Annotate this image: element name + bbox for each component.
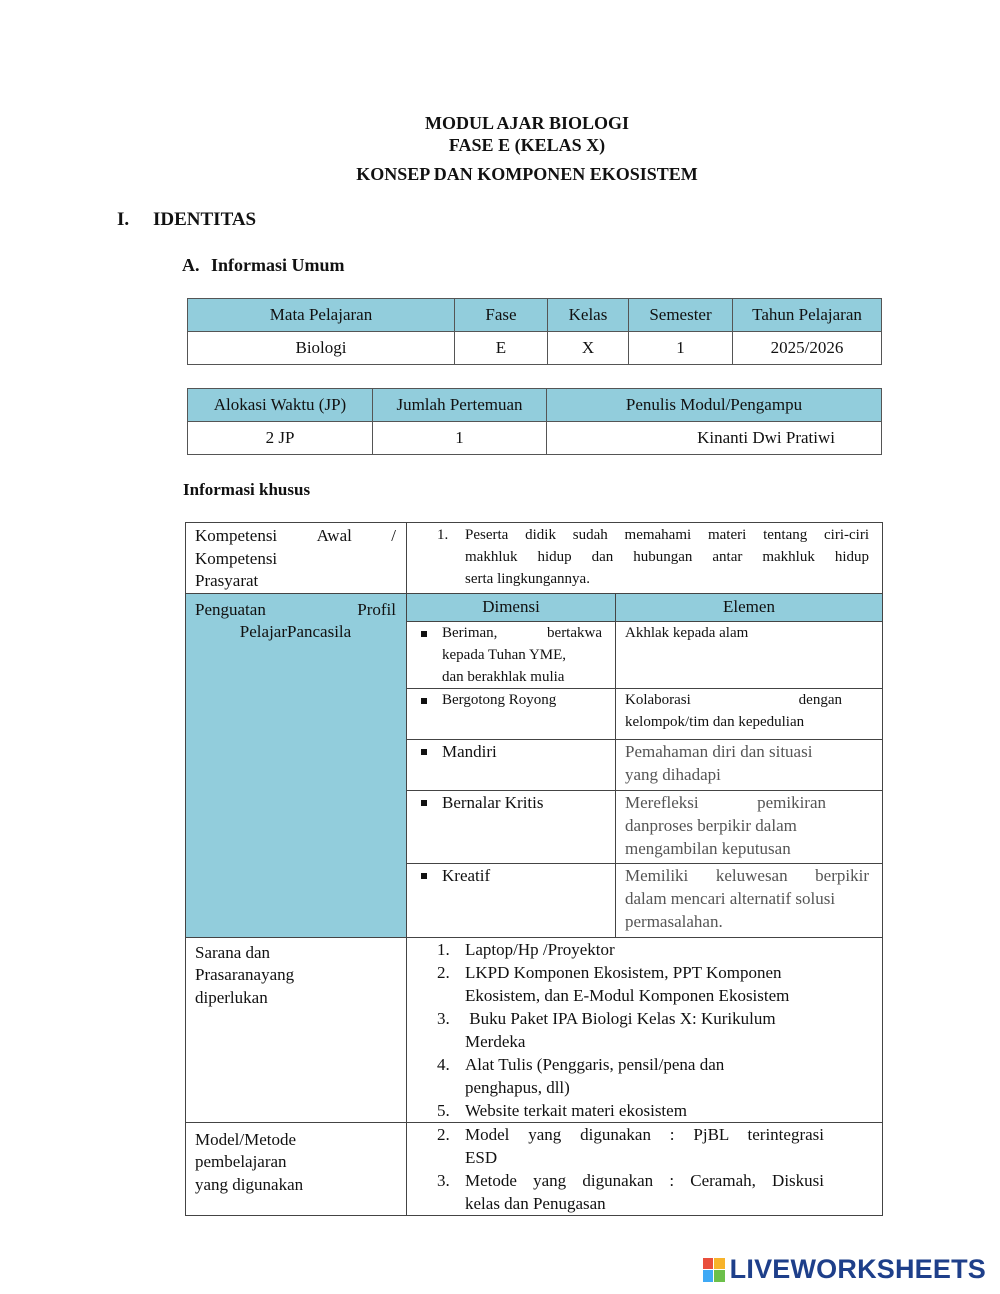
model-item-text-cont: kelas dan Penugasan xyxy=(465,1193,606,1213)
cell-jumlah-pertemuan: 1 xyxy=(373,422,547,455)
sarana-item-number: 4. xyxy=(437,1054,450,1074)
cell-penulis: Kinanti Dwi Pratiwi xyxy=(547,422,882,455)
model-item-text-cont: ESD xyxy=(465,1147,498,1167)
cell-kelas: X xyxy=(548,332,629,365)
dimensi-beriman-w2: bertakwa xyxy=(547,624,602,641)
sarana-item xyxy=(407,1007,882,1053)
sarana-item-text: LKPD Komponen Ekosistem, PPT Komponen xyxy=(465,962,782,982)
doc-title: MODUL AJAR BIOLOGI xyxy=(424,113,630,133)
elemen-kreatif xyxy=(616,863,883,937)
profil-label-word1: Penguatan xyxy=(195,599,266,619)
profil-label xyxy=(186,593,407,937)
dimensi-header: Dimensi xyxy=(407,593,616,621)
sarana-item-number: 2. xyxy=(437,962,450,982)
sarana-item-text-cont: Ekosistem, dan E-Modul Komponen Ekosistem xyxy=(465,985,790,1005)
kompetensi-label-line2: Kompetensi xyxy=(195,548,278,568)
elemen-kreatif-l2: dalam mencari alternatif solusi xyxy=(625,888,836,908)
kompetensi-label xyxy=(186,523,407,594)
elemen-bernalar-kritis-w2: pemikiran xyxy=(757,792,826,812)
dimensi-gotong-royong xyxy=(407,688,616,739)
sarana-items xyxy=(407,938,882,1122)
model-items xyxy=(407,1123,824,1215)
elemen-beriman xyxy=(616,621,883,688)
dimensi-beriman-l3: dan berakhlak mulia xyxy=(442,668,565,685)
elemen-kreatif-l1: Memiliki keluwesan berpikir xyxy=(625,865,869,885)
bullet-icon xyxy=(421,698,427,704)
doc-subtitle-fase: FASE E (KELAS X) xyxy=(448,135,606,155)
model-label-l1: Model/Metode xyxy=(195,1129,297,1149)
model-item xyxy=(407,1123,824,1169)
dimensi-gotong-royong-text: Bergotong Royong xyxy=(442,691,557,708)
dimensi-mandiri-text: Mandiri xyxy=(442,741,497,761)
sarana-item-number: 1. xyxy=(437,939,450,959)
info-umum-table-1 xyxy=(187,298,882,365)
cell-semester: 1 xyxy=(629,332,733,365)
bullet-icon xyxy=(421,800,427,806)
sarana-item-text: Alat Tulis (Penggaris, pensil/pena dan xyxy=(465,1054,725,1074)
bullet-icon xyxy=(421,873,427,879)
sarana-item-text-cont: penghapus, dll) xyxy=(465,1077,570,1097)
elemen-bernalar-kritis-l2: danproses berpikir dalam xyxy=(625,815,797,835)
model-list xyxy=(407,1122,883,1215)
dimensi-kreatif-text: Kreatif xyxy=(442,865,491,885)
doc-topic: KONSEP DAN KOMPONEN EKOSISTEM xyxy=(356,164,698,184)
elemen-bernalar-kritis-l3: mengambilan keputusan xyxy=(625,838,791,858)
sarana-label-l2: Prasaranayang xyxy=(195,965,295,984)
header-penulis: Penulis Modul/Pengampu xyxy=(547,389,882,422)
sarana-item-text: Laptop/Hp /Proyektor xyxy=(465,939,615,959)
kompetensi-text-line1: Peserta didik sudah memahami materi tentang ciri-ciri xyxy=(465,527,869,543)
elemen-gotong-royong-l2: kelompok/tim dan kepedulian xyxy=(625,713,805,730)
header-jumlah-pertemuan: Jumlah Pertemuan xyxy=(373,389,547,422)
informasi-khusus-title: Informasi khusus xyxy=(183,480,311,499)
model-label-l3: yang digunakan xyxy=(195,1174,304,1194)
bullet-icon xyxy=(421,631,427,637)
sarana-item xyxy=(407,938,882,961)
elemen-mandiri-l1: Pemahaman diri dan situasi xyxy=(625,741,813,761)
sarana-item xyxy=(407,961,882,1007)
subsection-label: A. xyxy=(182,255,200,275)
liveworksheets-logo-text: LIVEWORKSHEETS xyxy=(729,1254,986,1284)
sarana-label-l1: Sarana dan xyxy=(195,942,271,962)
header-mata-pelajaran: Mata Pelajaran xyxy=(188,299,455,332)
model-item xyxy=(407,1169,824,1215)
liveworksheets-logo-icon xyxy=(703,1258,725,1282)
cell-tahun-pelajaran: 2025/2026 xyxy=(733,332,882,365)
kompetensi-content xyxy=(407,523,883,594)
sarana-list xyxy=(407,937,883,1122)
cell-alokasi-waktu: 2 JP xyxy=(188,422,373,455)
dimensi-bernalar-kritis xyxy=(407,790,616,863)
sarana-item-number: 3. xyxy=(437,1008,450,1028)
bullet-icon xyxy=(421,749,427,755)
sarana-item xyxy=(407,1099,882,1122)
section-number: I. xyxy=(117,209,130,230)
dimensi-kreatif xyxy=(407,863,616,937)
info-umum-table-2 xyxy=(187,388,882,455)
model-item-number: 3. xyxy=(437,1170,450,1190)
sarana-item-text-cont: Merdeka xyxy=(465,1031,526,1051)
elemen-mandiri-l2: yang dihadapi xyxy=(625,764,721,784)
header-kelas: Kelas xyxy=(548,299,629,332)
header-fase: Fase xyxy=(455,299,548,332)
model-item-number: 2. xyxy=(437,1124,450,1144)
model-item-text: Metode yang digunakan : Ceramah, Diskusi xyxy=(465,1170,824,1190)
model-label-l2: pembelajaran xyxy=(195,1152,287,1171)
dimensi-mandiri xyxy=(407,739,616,790)
profil-label-word2: Profil xyxy=(357,599,396,619)
elemen-gotong-royong xyxy=(616,688,883,739)
cell-mata-pelajaran: Biologi xyxy=(188,332,455,365)
dimensi-beriman xyxy=(407,621,616,688)
profil-label-line2: PelajarPancasila xyxy=(239,622,352,641)
kompetensi-label-word1: Kompetensi xyxy=(195,526,278,545)
sarana-item-text: Buku Paket IPA Biologi Kelas X: Kurikulum xyxy=(465,1008,776,1028)
header-tahun-pelajaran: Tahun Pelajaran xyxy=(733,299,882,332)
dimensi-beriman-w1: Beriman, xyxy=(442,624,498,641)
header-semester: Semester xyxy=(629,299,733,332)
sarana-item-number: 5. xyxy=(437,1100,450,1120)
kompetensi-text-line3: serta lingkungannya. xyxy=(465,571,590,587)
sarana-item-text: Website terkait materi ekosistem xyxy=(465,1100,687,1120)
elemen-kreatif-l3: permasalahan. xyxy=(625,911,723,931)
dimensi-beriman-l2: kepada Tuhan YME, xyxy=(442,646,567,663)
section-title: IDENTITAS xyxy=(153,209,257,230)
subsection-title: Informasi Umum xyxy=(211,255,345,275)
elemen-gotong-royong-w1: Kolaborasi xyxy=(625,691,691,708)
kompetensi-item-number: 1. xyxy=(437,527,449,543)
kompetensi-text-line2: makhluk hidup dan hubungan antar makhluk hidup xyxy=(465,549,869,565)
informasi-khusus-table xyxy=(185,522,883,1216)
sarana-item xyxy=(407,1053,882,1099)
elemen-gotong-royong-w2: dengan xyxy=(798,691,842,708)
elemen-header: Elemen xyxy=(616,593,883,621)
elemen-bernalar-kritis-w1: Merefleksi xyxy=(625,792,699,812)
cell-fase: E xyxy=(455,332,548,365)
model-label xyxy=(186,1122,407,1215)
elemen-beriman-text: Akhlak kepada alam xyxy=(625,624,749,641)
elemen-bernalar-kritis xyxy=(616,790,883,863)
kompetensi-label-slash: / xyxy=(391,526,396,545)
header-alokasi-waktu: Alokasi Waktu (JP) xyxy=(188,389,373,422)
sarana-label-l3: diperlukan xyxy=(195,987,268,1007)
model-item-text: Model yang digunakan : PjBL terintegrasi xyxy=(465,1124,824,1144)
liveworksheets-logo[interactable] xyxy=(703,1254,986,1285)
elemen-mandiri xyxy=(616,739,883,790)
sarana-label xyxy=(186,937,407,1122)
kompetensi-label-word2: Awal xyxy=(316,526,352,545)
dimensi-bernalar-kritis-text: Bernalar Kritis xyxy=(442,792,544,812)
kompetensi-label-line3: Prasyarat xyxy=(195,571,259,590)
